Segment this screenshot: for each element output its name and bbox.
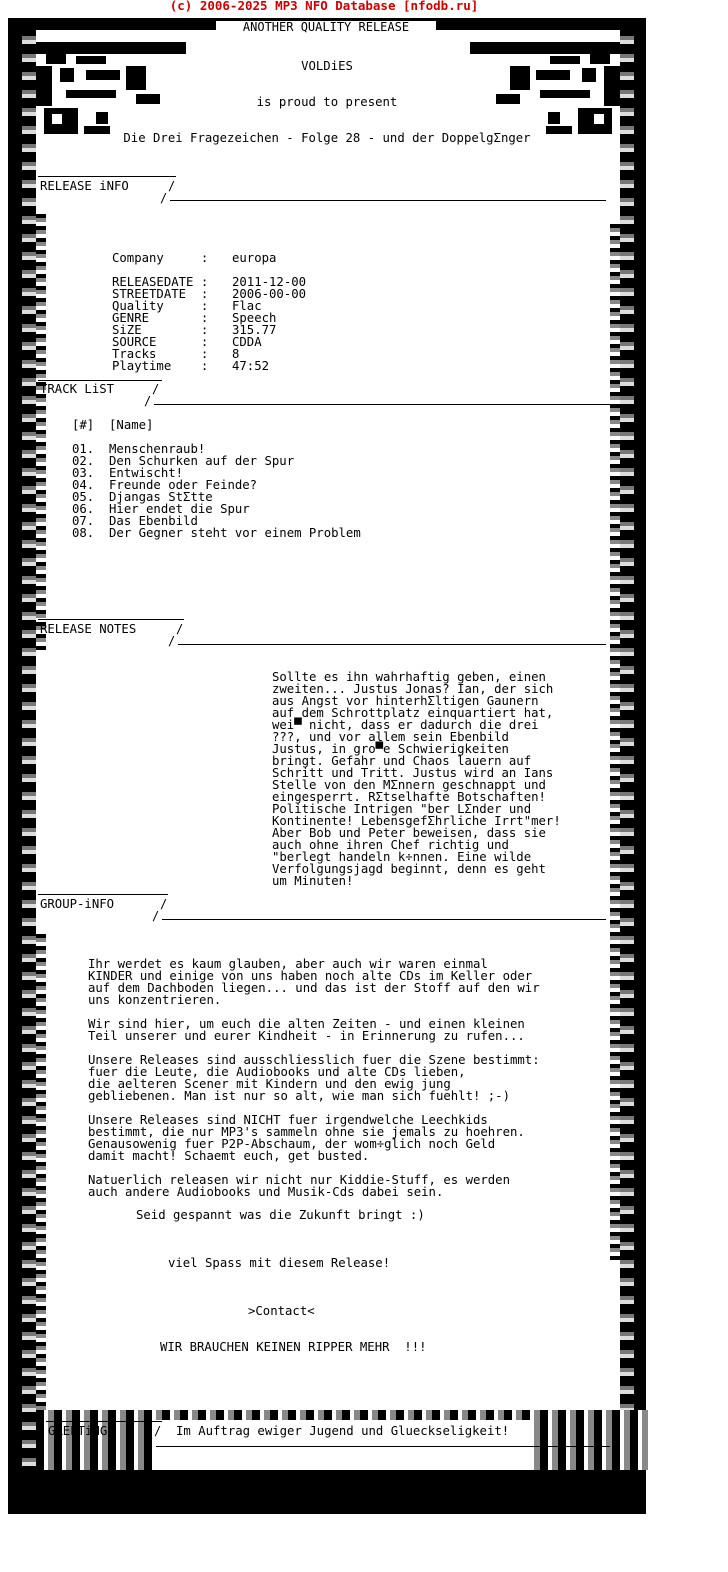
section-rule-top — [38, 894, 168, 895]
group-name: VOLDiES — [301, 59, 353, 73]
notes-line: um Minuten! — [272, 874, 354, 888]
group-info-line: auf dem Dachboden liegen... und das ist der Stoff auf den wir — [88, 981, 540, 995]
info-value: 47:52 — [232, 359, 270, 373]
notes-line: Politische Intrigen "ber LΣnder und — [272, 802, 532, 816]
info-value: europa — [232, 251, 277, 265]
section-slash: / — [160, 897, 168, 911]
notes-line: Stelle von den MΣnnern geschnappt und — [272, 778, 546, 792]
group-info-line: gebliebenen. Man ist nur so alt, wie man sich fuehlt! ;-) — [88, 1089, 510, 1103]
right-ornament-art — [470, 42, 620, 142]
left-ornament-art — [36, 42, 186, 142]
info-key: SiZE : — [112, 323, 209, 337]
release-banner: ANOTHER QUALITY RELEASE — [216, 21, 436, 33]
section-slash: / — [168, 179, 176, 193]
info-key: SOURCE : — [112, 335, 209, 349]
section-rule — [162, 919, 606, 920]
track-item: 06. Hier endet die Spur — [72, 502, 250, 516]
info-key: STREETDATE : — [112, 287, 209, 301]
group-info-line: uns konzentrieren. — [88, 993, 222, 1007]
section-slash: / — [160, 191, 168, 205]
group-info-line: Unsere Releases sind NICHT fuer irgendwelche Leechkids — [88, 1113, 488, 1127]
info-value: 315.77 — [232, 323, 277, 337]
spass-line: viel Spass mit diesem Release! — [168, 1256, 391, 1270]
nfodb-header: (c) 2006-2025 MP3 NFO Database [nfodb.ru] — [169, 0, 479, 13]
section-rule — [178, 644, 606, 645]
group-info-line: KINDER und einige von uns haben noch alte CDs im Keller oder — [88, 969, 533, 983]
track-item: 01. Menschenraub! — [72, 442, 206, 456]
group-info-line: die aelteren Scener mit Kindern und den ewig jung — [88, 1077, 451, 1091]
group-info-line: Natuerlich releasen wir nicht nur Kiddie-Stuff, es werden — [88, 1173, 510, 1187]
section-slash: / — [168, 634, 176, 648]
notes-line: "berlegt handeln k÷nnen. Eine wilde — [272, 850, 532, 864]
group-info-line: Unsere Releases sind ausschliesslich fuer die Szene bestimmt: — [88, 1053, 540, 1067]
group-info-line: auch andere Audiobooks und Musik-Cds dabei sein. — [88, 1185, 444, 1199]
notes-line: bringt. Gefahr und Chaos lauern auf — [272, 754, 532, 768]
section-rule-top — [46, 1421, 162, 1422]
notes-line: Verfolgungsjagd beginnt, denn es geht — [272, 862, 546, 876]
bottom-border-art — [36, 1410, 648, 1470]
info-key: Playtime : — [112, 359, 209, 373]
section-slash: / — [152, 382, 160, 396]
notes-line: aus Angst vor hinterhΣltigen Gaunern — [272, 694, 539, 708]
side-mark: 0 — [638, 1268, 646, 1282]
info-key: RELEASEDATE : — [112, 275, 209, 289]
left-border-art-inner — [36, 210, 46, 650]
track-item: 02. Den Schurken auf der Spur — [72, 454, 295, 468]
info-value: 8 — [232, 347, 240, 361]
section-rule-top — [38, 619, 184, 620]
group-info-line: Ihr werdet es kaum glauben, aber auch wir waren einmal — [88, 957, 488, 971]
info-value: CDDA — [232, 335, 262, 349]
group-info-line: bestimmt, die nur MP3's sammeln ohne sie jemals zu hoehren. — [88, 1125, 525, 1139]
section-release-notes: RELEASE NOTES — [40, 622, 137, 636]
notes-line: ???, und vor allem sein Ebenbild — [272, 730, 509, 744]
group-info-line: Wir sind hier, um euch die alten Zeiten - und einen kleinen — [88, 1017, 525, 1031]
left-border-art-lower — [36, 930, 46, 1450]
future-line: Seid gespannt was die Zukunft bringt :) — [136, 1208, 425, 1222]
tracks-header: [#] [Name] — [72, 418, 154, 432]
section-slash: / — [144, 394, 152, 408]
section-slash: / — [176, 622, 184, 636]
section-rule — [156, 1446, 610, 1447]
notes-line: Kontinente! LebensgefΣhrliche Irrt"mer! — [272, 814, 561, 828]
notes-line: Aber Bob und Peter beweisen, dass sie — [272, 826, 546, 840]
group-info-line: Genausowenig fuer P2P-Abschaum, der wom÷glich noch Geld — [88, 1137, 496, 1151]
section-slash: / — [152, 909, 160, 923]
left-border-art — [22, 30, 36, 1470]
auftrag-line: Im Auftrag ewiger Jugend und Glueckseligkeit! — [176, 1424, 510, 1438]
info-key: GENRE : — [112, 311, 209, 325]
contact-line: >Contact< — [248, 1304, 315, 1318]
notes-line: auch ohne ihren Chef richtig und — [272, 838, 509, 852]
right-border-art — [620, 30, 634, 1470]
greets-line: CHiKANi * FUERKINDER * kooba * VOiCE — [176, 1472, 450, 1486]
track-item: 03. Entwischt! — [72, 466, 184, 480]
section-rule-top — [38, 380, 162, 381]
ripper-line: WIR BRAUCHEN KEINEN RIPPER MEHR !!! — [160, 1340, 427, 1354]
section-rule — [154, 404, 622, 405]
notes-line: Justus, in gro▀e Schwierigkeiten — [272, 742, 509, 756]
notes-line: Schritt und Tritt. Justus wird an Ians — [272, 766, 554, 780]
right-border-art-inner — [610, 220, 620, 1260]
section-rule-top — [38, 176, 176, 177]
section-slash: / — [146, 1436, 154, 1450]
info-key: Tracks : — [112, 347, 209, 361]
info-key: Quality : — [112, 299, 209, 313]
notes-line: zweiten... Justus Jonas? Ian, der sich — [272, 682, 554, 696]
group-info-line: fuer die Leute, die Audiobooks und alte CDs lieben, — [88, 1065, 466, 1079]
section-slash: / — [154, 1424, 162, 1438]
track-item: 07. Das Ebenbild — [72, 514, 198, 528]
info-value: Speech — [232, 311, 277, 325]
info-value: 2011-12-00 — [232, 275, 307, 289]
section-track-list: TRACK LiST — [40, 382, 115, 396]
track-item: 05. Djangas StΣtte — [72, 490, 213, 504]
proud-line: is proud to present — [256, 95, 398, 109]
notes-line: auf dem Schrottplatz einquartiert hat, — [272, 706, 554, 720]
track-item: 04. Freunde oder Feinde? — [72, 478, 258, 492]
notes-line: eingesperrt. RΣtselhafte Botschaften! — [272, 790, 546, 804]
group-info-line: Teil unserer und eurer Kindheit - in Erinnerung zu rufen... — [88, 1029, 525, 1043]
info-value: 2006-00-00 — [232, 287, 307, 301]
section-greetings: GREETiNGS — [48, 1424, 115, 1438]
info-key: Company : — [112, 251, 209, 265]
section-group-info: GROUP-iNFO — [40, 897, 115, 911]
track-item: 08. Der Gegner steht vor einem Problem — [72, 526, 361, 540]
notes-line: Sollte es ihn wahrhaftig geben, einen — [272, 670, 546, 684]
section-rule — [170, 200, 606, 201]
info-value: Flac — [232, 299, 262, 313]
section-release-info: RELEASE iNFO — [40, 179, 129, 193]
group-info-line: damit macht! Schaemt euch, get busted. — [88, 1149, 370, 1163]
release-title: Die Drei Fragezeichen - Folge 28 - und der DoppelgΣnger — [123, 131, 531, 145]
notes-line: wei▀ nicht, dass er dadurch die drei — [272, 718, 539, 732]
